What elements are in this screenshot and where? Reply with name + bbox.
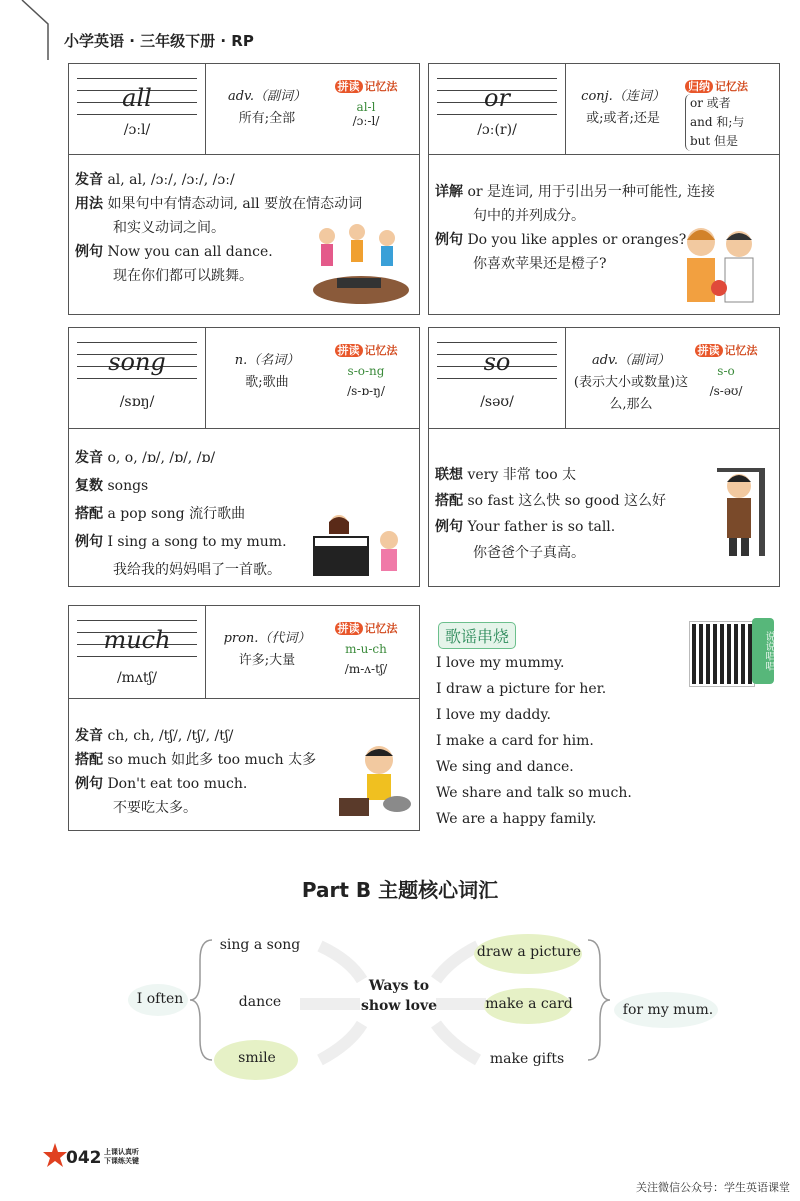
phonetic: /ɔːl/ (123, 122, 151, 138)
qr-tab-label: 说说唱唱 (752, 618, 774, 684)
headword: so (483, 348, 511, 376)
phonics-memory: 拼读 记忆法 m-u-ch /m-ʌ-tʃ/ (323, 620, 409, 676)
boy-and-woman-illustration (673, 214, 765, 306)
word-cell (429, 64, 566, 154)
definition: pron.（代词） 许多;大量 (223, 631, 311, 668)
chant-title: 歌谣串烧 (438, 622, 516, 649)
definition: adv.（副词） 所有;全部 (227, 89, 306, 126)
word-cell (69, 606, 206, 698)
headword: all (122, 84, 152, 112)
word-card-much (68, 605, 420, 831)
card-body: 联想 very 非常 too 太 搭配 so fast 这么快 so good 这么好 例句 Your father is so tall. 你爸爸个子真高。 (435, 467, 667, 561)
phonetic: /səʊ/ (480, 394, 514, 410)
piano-illustration (309, 514, 409, 580)
part-title: Part B 主题核心词汇 (301, 878, 499, 902)
qr-code-icon[interactable] (690, 622, 754, 686)
map-item-sing-a-song: sing a song (219, 937, 301, 953)
map-item-make-a-card: make a card (485, 996, 573, 1012)
dancing-kids-illustration (307, 220, 411, 306)
word-card-so (428, 327, 780, 587)
headword: much (103, 626, 171, 654)
boy-eating-illustration (337, 742, 413, 822)
definition: adv.（副词） (表示大小或数量)这么,那么 (573, 353, 689, 412)
map-item-smile: smile (238, 1050, 276, 1066)
chant-lines: I love my mummy. I draw a picture for her. I love my daddy. I make a card for him. We sing and dance. We share and talk so much. We are a happy family. (436, 655, 632, 827)
word-card-song (68, 327, 420, 587)
phonetic: /ɔː(r)/ (477, 122, 517, 138)
page-corner-line (0, 0, 60, 60)
card-body: 发音 ch, ch, /tʃ/, /tʃ/, /tʃ/ 搭配 so much 如此多 too much 太多 例句 Don't eat too much. 不要吃太多。 (75, 728, 317, 816)
word-cell (69, 328, 206, 428)
page-header: 小学英语 · 三年级下册 · RP (64, 32, 254, 50)
map-left-node: I often (136, 991, 184, 1007)
word-card-or (428, 63, 780, 315)
card-body: 详解 or 是连词, 用于引出另一种可能性, 连接 句中的并列成分。 例句 Do you like apples or oranges? 你喜欢苹果还是橙子? (435, 184, 715, 272)
phonics-memory: 拼读 记忆法 s-o-ng /s-ɒ-ŋ/ (323, 342, 409, 398)
map-item-dance: dance (238, 994, 282, 1010)
page-number: 042 (66, 1148, 102, 1168)
map-item-draw-a-picture: draw a picture (476, 944, 582, 960)
phonics-memory: 拼读 记忆法 s-o /s-əʊ/ (683, 342, 769, 398)
phonetic: /mʌtʃ/ (116, 670, 158, 686)
word-cell (429, 328, 566, 428)
headword: song (108, 348, 166, 376)
map-center-node: Ways to show love (360, 978, 438, 1014)
word-cell (69, 64, 206, 154)
headword: or (484, 84, 510, 112)
map-right-node: for my mum. (622, 1002, 714, 1018)
definition: n.（名词） 歌;歌曲 (234, 353, 300, 390)
page-slogan: 上课认真听 下课练关键 (104, 1148, 139, 1165)
card-body: 发音 o, o, /ɒ/, /ɒ/, /ɒ/ 复数 songs 搭配 a pop song 流行歌曲 例句 I sing a song to my mum. 我给我的妈妈唱了一首歌。 (75, 450, 287, 578)
wechat-note: 关注微信公众号：学生英语课堂 (636, 1181, 790, 1194)
tall-man-illustration (715, 464, 771, 560)
summary-memory: 归纳 记忆法 or 或者 and 和;与 but 但是 (685, 78, 769, 151)
phonetic: /sɒŋ/ (119, 394, 155, 410)
definition: conj.（连词） 或;或者;还是 (581, 89, 665, 126)
word-card-all (68, 63, 420, 315)
map-item-make-gifts: make gifts (489, 1051, 565, 1067)
card-body: 发音 al, al, /ɔː/, /ɔː/, /ɔː/ 用法 如果句中有情态动词, all 要放在情态动词 和实义动词之间。 例句 Now you can all dance. 现在你们都可以跳舞。 (75, 172, 363, 284)
phonics-memory: 拼读 记忆法 al-l /ɔː-l/ (323, 78, 409, 128)
star-icon (42, 1142, 68, 1168)
